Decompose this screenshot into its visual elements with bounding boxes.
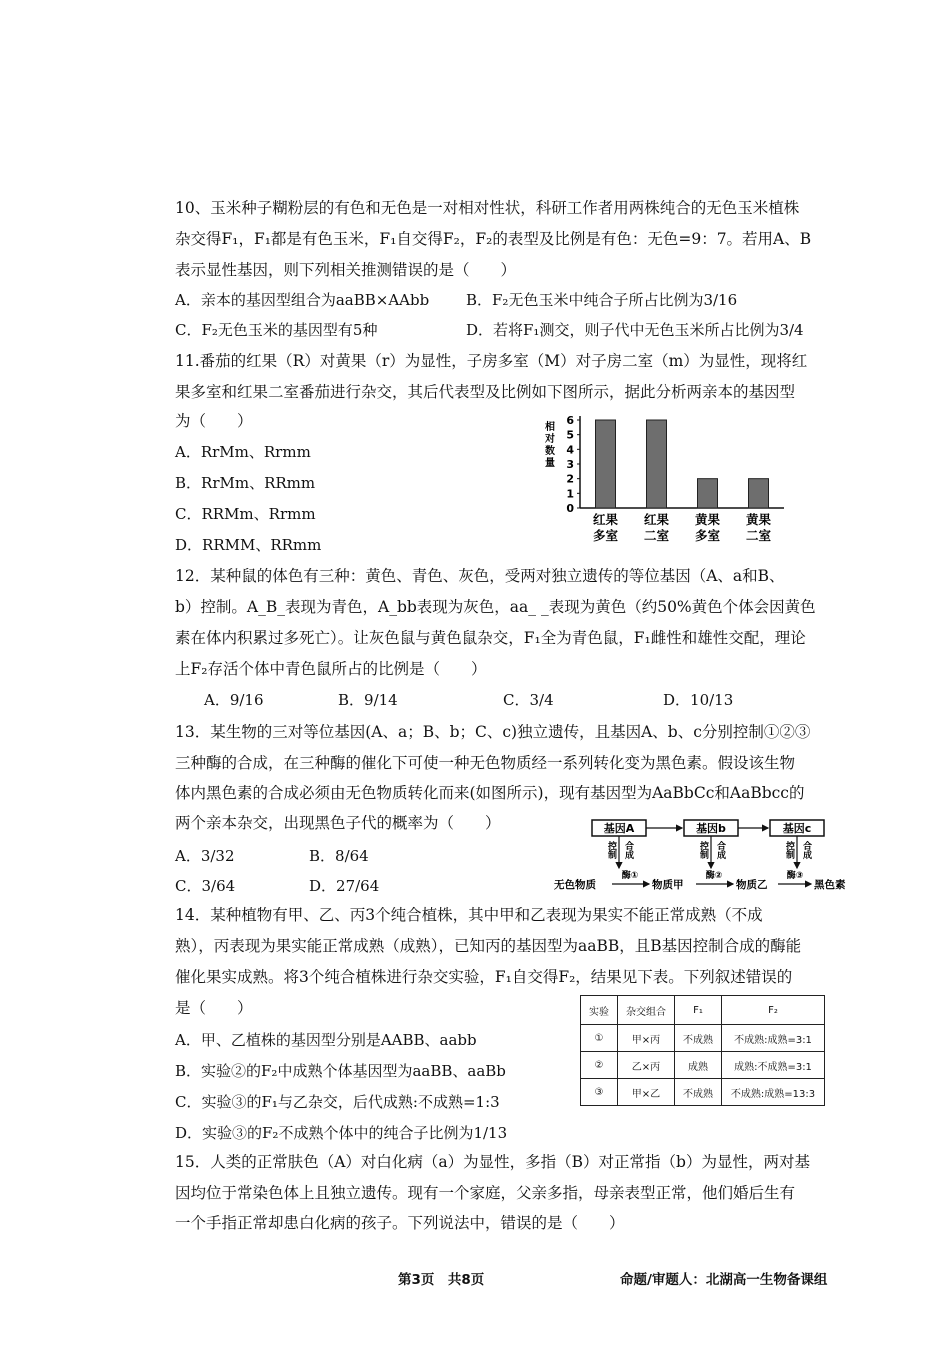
x-category-label: 多室 xyxy=(592,528,619,543)
q10-option-b: B．F₂无色玉米中纯合子所占比例为3/16 xyxy=(466,291,738,309)
bar-2 xyxy=(647,420,667,508)
table-cell: 甲×乙 xyxy=(618,1079,675,1106)
table-header-cell: F₂ xyxy=(722,996,825,1025)
q14-option-b: B．实验②的F₂中成熟个体基因型为aaBB、aaBb xyxy=(175,1062,506,1080)
q10-line-2: 杂交得F₁，F₁都是有色玉米，F₁自交得F₂，F₂的表型及比例是有色：无色=9：7。若用A、B xyxy=(175,230,812,248)
synth-label-3: 合成 xyxy=(801,841,811,859)
q12-option-c: C．3/4 xyxy=(503,691,554,709)
table-cell: 成熟 xyxy=(675,1052,722,1079)
q15-line-3: 一个手指正常却患白化病的孩子。下列说法中，错误的是（ ） xyxy=(175,1214,625,1232)
y-tick-label: 2 xyxy=(566,472,574,486)
synth-label-1: 合成 xyxy=(623,841,633,859)
q10-option-c: C．F₂无色玉米的基因型有5种 xyxy=(175,321,378,339)
q13-line-1: 13．某生物的三对等位基因(A、a；B、b；C、c)独立遗传，且基因A、b、c分别控制①②③ xyxy=(175,723,811,741)
q14-line-2: 熟），丙表现为果实能正常成熟（成熟），已知丙的基因型为aaBB，且B基因控制合成的酶能 xyxy=(175,937,802,955)
q12-option-a: A．9/16 xyxy=(204,691,264,709)
q13-option-d: D．27/64 xyxy=(309,877,380,895)
y-tick-label: 4 xyxy=(566,443,574,457)
q10-option-d: D．若将F₁测交，则子代中无色玉米所占比例为3/4 xyxy=(466,321,804,339)
table-header-cell: 实验 xyxy=(581,996,618,1025)
q14-option-d: D．实验③的F₂不成熟个体中的纯合子比例为1/13 xyxy=(175,1124,508,1142)
gene-b-label: 基因b xyxy=(696,822,726,835)
control-label-1: 控制 xyxy=(606,841,616,859)
q15-line-2: 因均位于常染色体上且独立遗传。现有一个家庭，父亲多指，母亲表型正常，他们婚后生有 xyxy=(175,1184,796,1202)
table-cell: 乙×丙 xyxy=(618,1052,675,1079)
y-tick-label: 1 xyxy=(566,487,574,501)
page-number: 第3页 共8页 xyxy=(398,1272,485,1288)
q13-option-b: B．8/64 xyxy=(309,847,369,865)
q11-option-d: D．RRMM、RRmm xyxy=(175,536,322,554)
q12-option-d: D．10/13 xyxy=(663,691,734,709)
q10-option-a: A．亲本的基因型组合为aaBB×AAbb xyxy=(175,291,430,309)
q11-line-2: 果多室和红果二室番茄进行杂交，其后代表型及比例如下图所示，据此分析两亲本的基因型 xyxy=(175,383,796,401)
pigment-pathway-diagram xyxy=(552,814,864,896)
q11-option-b: B．RrMm、RRmm xyxy=(175,474,316,492)
y-tick-label: 0 xyxy=(566,502,574,515)
table-cell: ③ xyxy=(581,1079,618,1106)
enzyme-1-label: 酶① xyxy=(621,871,639,881)
q12-line-2: b）控制。A_B_表现为青色，A_bb表现为灰色，aa_ _表现为黄色（约50%黄色个体会因黄色 xyxy=(175,598,816,616)
q14-line-4: 是（ ） xyxy=(175,999,253,1017)
y-axis-label-char: 对 xyxy=(545,434,555,445)
substance-colorless: 无色物质 xyxy=(554,879,596,891)
table-row xyxy=(581,1079,825,1106)
table-cell: ② xyxy=(581,1052,618,1079)
y-axis-label-char: 量 xyxy=(545,458,555,469)
control-label-3: 控制 xyxy=(784,841,794,859)
table-cell: 不成熟 xyxy=(675,1025,722,1052)
table-header-cell: F₁ xyxy=(675,996,722,1025)
cross-results-table xyxy=(580,995,825,1106)
control-label-2: 控制 xyxy=(698,841,708,859)
x-category-label: 红果 xyxy=(643,512,670,527)
gene-a-label: 基因A xyxy=(603,822,635,835)
bar-3 xyxy=(698,479,718,508)
table-cell: ① xyxy=(581,1025,618,1052)
x-category-label: 黄果 xyxy=(694,512,721,527)
q13-option-c: C．3/64 xyxy=(175,877,236,895)
q13-line-2: 三种酶的合成，在三种酶的催化下可使一种无色物质经一系列转化变为黑色素。假设该生物 xyxy=(175,754,796,772)
substance-jia: 物质甲 xyxy=(652,879,684,891)
y-axis-label-char: 相 xyxy=(545,422,555,433)
table-cell: 不成熟:成熟=3:1 xyxy=(722,1025,825,1052)
enzyme-3-label: 酶③ xyxy=(786,871,804,881)
table-cell: 不成熟:成熟=13:3 xyxy=(722,1079,825,1106)
x-category-label: 二室 xyxy=(745,528,772,543)
q14-line-1: 14．某种植物有甲、乙、丙3个纯合植株，其中甲和乙表现为果实不能正常成熟（不成 xyxy=(175,906,763,924)
x-category-label: 黄果 xyxy=(745,512,772,527)
synth-label-2: 合成 xyxy=(715,841,725,859)
table-cell: 甲×丙 xyxy=(618,1025,675,1052)
table-cell: 不成熟 xyxy=(675,1079,722,1106)
x-category-label: 多室 xyxy=(694,528,721,543)
table-header-row xyxy=(581,996,825,1025)
q13-line-4: 两个亲本杂交，出现黑色子代的概率为（ ） xyxy=(175,814,501,832)
q11-line-1: 11.番茄的红果（R）对黄果（r）为显性，子房多室（M）对子房二室（m）为显性，现将红 xyxy=(175,352,808,370)
substance-yi: 物质乙 xyxy=(736,879,768,891)
table-cell: 成熟:不成熟=3:1 xyxy=(722,1052,825,1079)
q13-line-3: 体内黑色素的合成必须由无色物质转化而来(如图所示)，现有基因型为AaBbCc和AaBbcc的 xyxy=(175,784,805,802)
y-axis-label-char: 数 xyxy=(545,446,555,457)
bar-4 xyxy=(749,479,769,508)
table-row xyxy=(581,1052,825,1079)
q13-option-a: A．3/32 xyxy=(175,847,235,865)
q15-line-1: 15．人类的正常肤色（A）对白化病（a）为显性，多指（B）对正常指（b）为显性，两对基 xyxy=(175,1153,810,1171)
y-tick-label: 6 xyxy=(566,414,574,427)
q10-line-1: 10、玉米种子糊粉层的有色和无色是一对相对性状，科研工作者用两株纯合的无色玉米植株 xyxy=(175,199,800,217)
q10-line-3: 表示显性基因，则下列相关推测错误的是（ ） xyxy=(175,261,517,279)
q11-option-c: C．RRMm、Rrmm xyxy=(175,505,316,523)
q14-option-c: C．实验③的F₁与乙杂交，后代成熟:不成熟=1:3 xyxy=(175,1093,500,1111)
substance-melanin: 黑色素 xyxy=(814,879,846,891)
gene-c-label: 基因c xyxy=(782,822,812,835)
q12-line-1: 12．某种鼠的体色有三种：黄色、青色、灰色，受两对独立遗传的等位基因（A、a和B、 xyxy=(175,567,785,585)
table-row xyxy=(581,1025,825,1052)
enzyme-2-label: 酶② xyxy=(705,871,723,881)
q12-line-3: 素在体内积累过多死亡）。让灰色鼠与黄色鼠杂交，F₁全为青色鼠，F₁雌性和雄性交配，理论 xyxy=(175,629,806,647)
chart-y-axis-label xyxy=(544,420,555,469)
x-category-label: 二室 xyxy=(643,528,670,543)
bar-1 xyxy=(596,420,616,508)
phenotype-bar-chart xyxy=(536,412,796,552)
author-line: 命题/审题人：北湖高一生物备课组 xyxy=(620,1272,828,1288)
x-category-label: 红果 xyxy=(592,512,619,527)
q14-line-3: 催化果实成熟。将3个纯合植株进行杂交实验，F₁自交得F₂，结果见下表。下列叙述错误的 xyxy=(175,968,793,986)
q12-line-4: 上F₂存活个体中青色鼠所占的比例是（ ） xyxy=(175,660,487,678)
y-tick-label: 3 xyxy=(566,458,574,471)
q11-line-3: 为（ ） xyxy=(175,412,253,430)
q12-option-b: B．9/14 xyxy=(338,691,398,709)
q14-option-a: A．甲、乙植株的基因型分别是AABB、aabb xyxy=(175,1031,477,1049)
table-header-cell: 杂交组合 xyxy=(618,996,675,1025)
y-tick-label: 5 xyxy=(566,428,574,442)
q11-option-a: A．RrMm、Rrmm xyxy=(175,443,311,461)
